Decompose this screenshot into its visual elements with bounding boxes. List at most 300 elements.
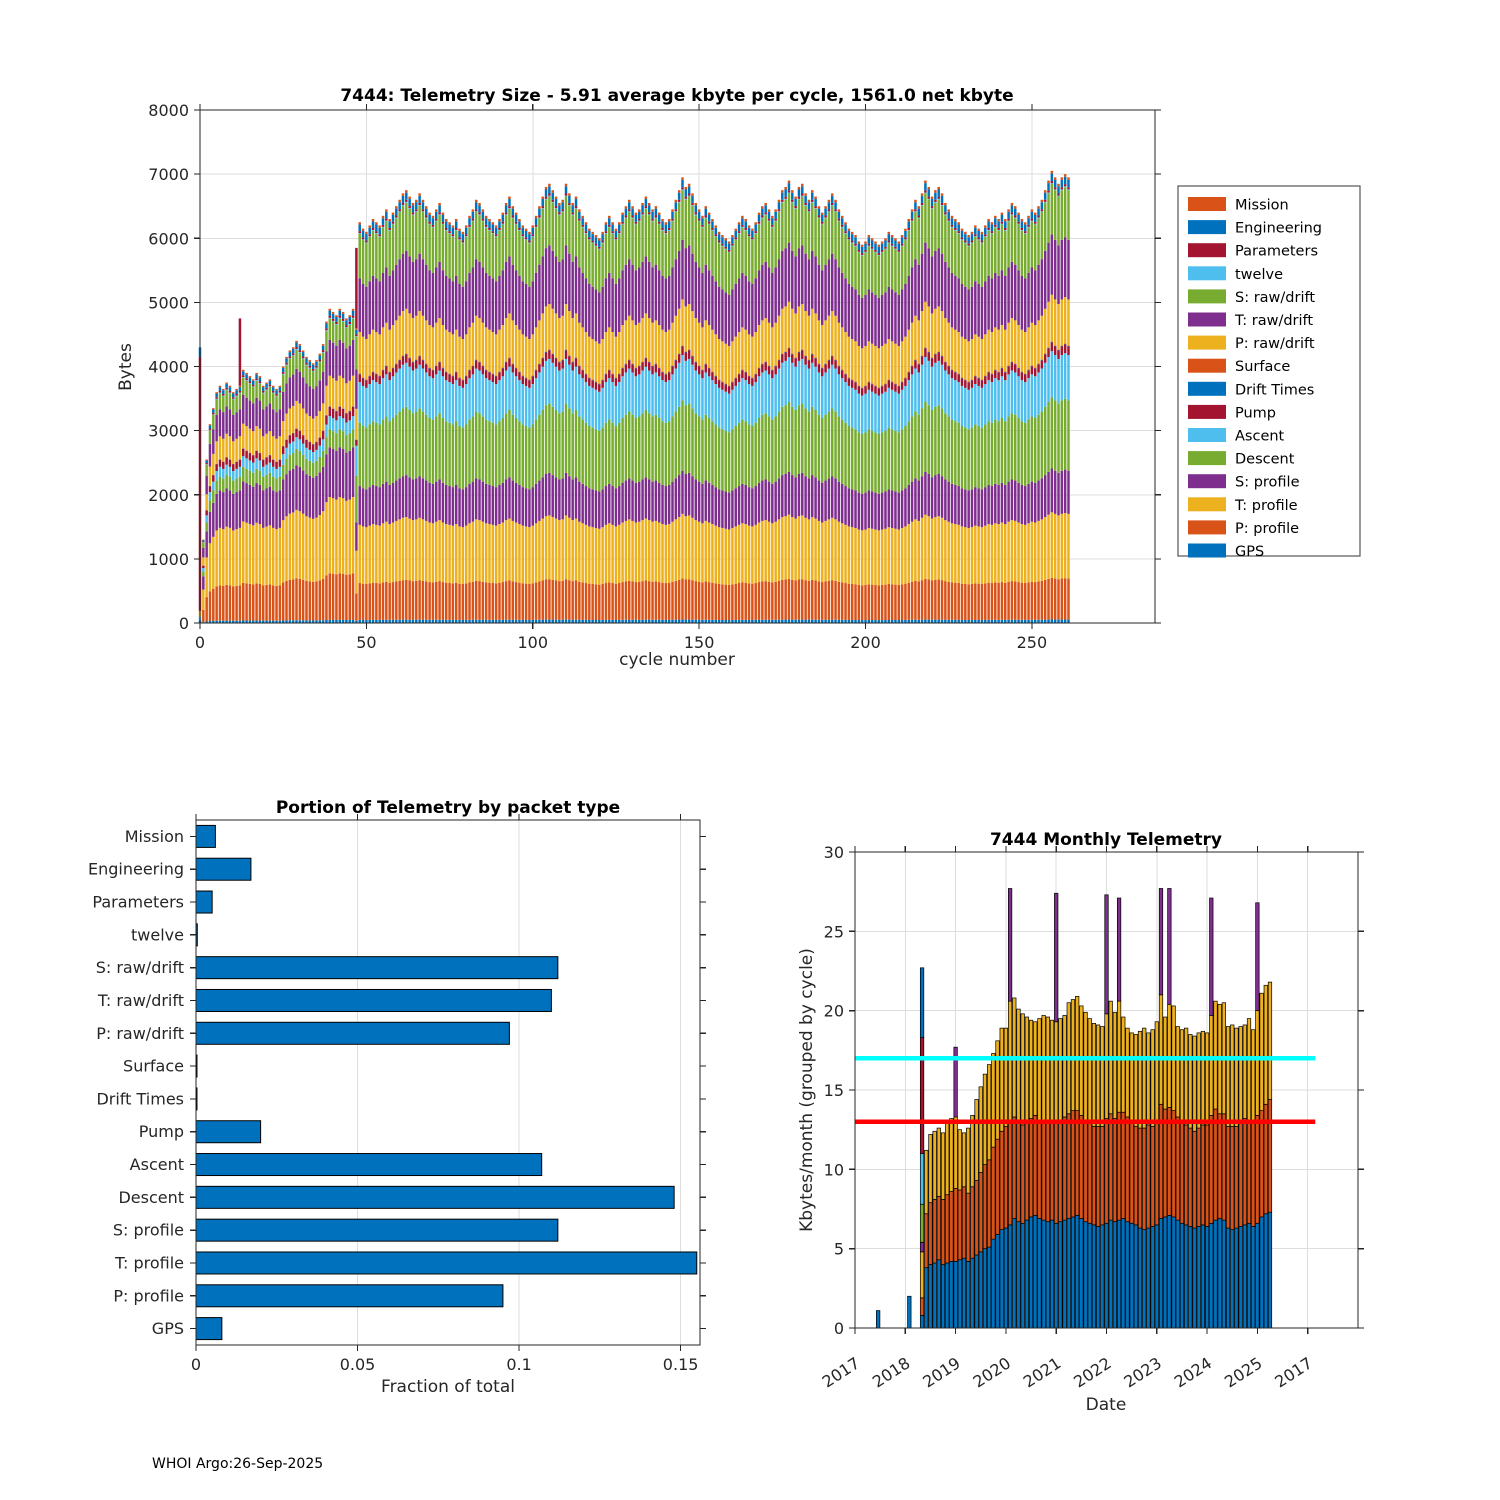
bar-segment [541,209,544,256]
bar-segment [302,350,305,352]
bar-segment [608,378,611,419]
bar-segment [957,233,960,234]
bar-segment [262,409,265,436]
x-tick-label: 2019 [919,1353,964,1392]
bar-segment [788,302,791,348]
bar-segment [295,465,298,510]
bar-segment [611,374,614,382]
bar-segment [751,386,754,426]
bar-segment [665,486,668,525]
bar-segment [485,228,488,273]
month-bar-segment [1042,1123,1046,1220]
bar-segment [927,189,930,196]
bar-segment [758,325,761,368]
bar-segment [625,218,628,264]
month-bar-segment [1172,1111,1176,1217]
bar-segment [868,237,871,243]
bar-segment [269,386,272,387]
bar-segment [605,583,608,620]
bar-segment [442,270,445,325]
bar-segment [898,432,901,492]
bar-segment [422,200,425,202]
bar-segment [515,224,518,225]
bar-segment [708,522,711,582]
bar-segment [505,581,508,620]
bar-segment [1064,177,1067,184]
bar-segment [848,229,851,231]
bar-segment [794,410,797,477]
bar-segment [841,225,844,227]
bar-segment [555,197,558,199]
bar-segment [608,225,611,227]
bar-segment [821,215,824,222]
bar-segment [917,265,920,321]
bar-segment [618,423,621,486]
bar-segment [888,234,891,240]
bar-segment [229,393,232,409]
bar-segment [452,583,455,620]
bar-segment [898,253,901,295]
legend-label: P: raw/drift [1235,336,1315,353]
bar-segment [385,267,388,322]
bar-segment [295,347,298,349]
month-bar-segment [1184,1028,1188,1125]
bar-segment [751,378,754,386]
bar-segment [302,377,305,408]
bar-segment [222,492,225,529]
bar-segment [405,202,408,203]
bar-segment [272,391,275,393]
bar-segment [551,517,554,580]
bar-segment [329,573,332,620]
bar-segment [1057,473,1060,516]
bar-segment [1017,222,1020,224]
month-bar-segment [929,1203,933,1265]
bar-segment [781,354,784,362]
bar-segment [768,374,771,416]
bar-segment [868,290,871,342]
bar-segment [981,234,984,240]
bar-segment [984,384,987,424]
bar-segment [698,209,701,211]
bar-segment [818,481,821,521]
bar-segment [834,316,837,360]
bar-segment [205,510,208,515]
legend-label: T: raw/drift [1235,313,1314,329]
bar-segment [245,374,248,378]
bar-segment [225,383,228,384]
bar-segment [408,410,411,477]
bar-segment [295,341,298,343]
bar-segment [255,523,257,584]
bar-segment [1011,215,1014,262]
bar-segment [764,520,767,581]
bar-segment [581,523,584,582]
month-bar-segment [1063,1015,1067,1117]
bar-segment [901,528,904,584]
bar-segment [658,522,661,582]
bar-segment [259,401,262,429]
bar-segment [668,380,671,421]
bar-segment [824,581,827,619]
bar-segment [1054,471,1057,514]
bar-segment [698,221,701,222]
bar-segment [478,318,481,362]
bar-segment [901,246,904,247]
bar-segment [1051,234,1054,294]
bar-segment [648,203,651,205]
bar-segment [578,209,581,211]
bar-segment [415,519,418,580]
bar-segment [375,233,378,234]
bar-segment [1027,327,1030,369]
bar-segment [834,212,837,259]
bar-segment [771,420,774,484]
bar-segment [448,525,451,583]
bar-segment [1004,372,1007,380]
bar-segment [1004,230,1007,231]
bar-segment [438,520,441,581]
bar-segment [701,225,704,227]
bar-segment [951,420,954,484]
bar-segment [372,524,375,583]
bar-segment [828,316,831,360]
bar-segment [239,585,242,620]
bar-segment [911,374,914,416]
bar-segment [695,203,698,205]
bar-segment [522,526,525,584]
month-bar-segment [1184,1225,1188,1328]
bar-segment [585,423,588,486]
bar-segment [638,582,641,620]
bar-segment [734,386,737,426]
month-bar-segment [1054,893,1058,1022]
bar-segment [691,206,694,254]
bar-segment [668,330,671,372]
bar-segment [535,228,538,273]
bar-segment [588,239,591,240]
bar-segment [744,231,747,276]
month-bar-segment [1193,1036,1197,1131]
bar-segment [781,203,784,251]
bar-segment [611,525,614,583]
bar-segment [838,221,841,267]
bar-segment [991,233,994,234]
bar-segment [994,327,997,369]
bar-segment [322,403,325,430]
bar-segment [345,325,348,327]
bar-segment [545,474,548,516]
bar-segment [355,446,358,476]
bar-segment [824,320,827,363]
bar-segment [462,232,465,234]
bar-segment [1001,224,1004,225]
bar-segment [219,387,222,391]
bar-segment [598,249,601,292]
bar-segment [551,580,554,620]
bar-segment [265,465,268,475]
bar-segment [1051,469,1054,513]
bar-segment [911,221,914,222]
bar-segment [551,193,554,200]
bar-segment [275,492,278,529]
bar-segment [571,214,574,215]
bar-segment [828,211,831,212]
bar-segment [538,215,541,217]
bar-segment [575,313,578,357]
bar-segment [791,407,794,475]
bar-segment [375,222,378,224]
bar-segment [708,270,711,325]
bar-segment [834,412,837,479]
month-bar-segment [1260,1111,1264,1217]
bar-segment [828,200,831,202]
bar-segment [954,485,957,524]
bar-segment [924,402,927,472]
month-bar-segment [992,1054,996,1148]
bar-segment [844,486,847,525]
bar-segment [911,221,914,267]
bar-segment [432,218,435,225]
bar-segment [651,374,654,416]
bar-segment [884,238,887,240]
bar-segment [358,234,361,279]
bar-segment [994,218,997,225]
bar-segment [418,254,421,311]
bar-segment [808,360,811,368]
bar-segment [651,209,654,211]
bar-segment [1021,231,1024,276]
bar-segment [488,228,491,230]
month-bar-segment [1117,898,1121,1001]
bar-segment [565,350,568,359]
bar-segment [568,356,571,364]
bar-segment [279,528,282,586]
bar-segment [492,525,495,583]
bar-segment [382,327,385,369]
bar-segment [598,585,601,620]
bar-segment [412,413,415,479]
bar-segment [691,365,694,409]
bar-segment [731,290,734,342]
bar-segment [275,390,278,394]
bar-segment [299,346,302,350]
bar-segment [1041,581,1044,620]
bar-segment [1011,205,1014,212]
bar-segment [571,520,574,581]
bar-segment [738,225,741,232]
bar-segment [791,193,794,200]
bar-segment [398,519,401,580]
bar-segment [262,490,265,528]
bar-segment [734,378,737,386]
bar-segment [312,419,315,444]
bar-segment [868,429,871,490]
month-bar-segment [1235,1228,1239,1328]
bar-segment [1061,240,1064,300]
bar-segment [728,252,731,253]
month-bar-segment [1159,1219,1163,1328]
bar-segment [455,421,458,485]
month-bar-segment [1201,1125,1205,1225]
bar-segment [1004,524,1007,583]
month-bar-segment [966,1193,970,1261]
bar-segment [678,363,681,407]
bar-segment [994,378,997,419]
bar-segment [927,306,930,351]
bar-segment [428,225,431,271]
bar-segment [541,477,544,518]
bar-segment [355,409,358,440]
bar-segment [309,368,312,369]
fraction-bar [196,1285,503,1307]
month-bar-segment [1142,1028,1146,1128]
month-bar-segment [1159,995,1163,1104]
bar-segment [984,228,987,235]
bar-segment [362,584,365,620]
bar-segment [831,476,834,518]
bar-segment [981,380,984,388]
bar-segment [994,216,997,218]
bar-segment [761,265,764,321]
bar-segment [1034,376,1037,418]
bar-segment [981,489,984,527]
bar-segment [368,225,371,227]
bar-segment [272,386,275,387]
bar-segment [332,418,335,431]
bar-segment [937,306,940,351]
bar-segment [891,290,894,342]
bar-segment [332,498,335,573]
month-bar-segment [979,1087,983,1173]
bar-segment [269,381,272,385]
bar-segment [535,216,538,218]
bar-segment [891,390,894,429]
bar-segment [954,524,957,583]
bar-segment [412,371,415,414]
bar-segment [841,420,844,484]
bar-segment [202,548,205,557]
bar-segment [681,471,684,514]
month-bar-segment [1105,895,1109,1014]
bar-segment [548,194,551,196]
bar-segment [1034,222,1037,224]
bar-segment [578,221,581,267]
bar-segment [758,522,761,582]
bar-segment [438,371,441,414]
bar-segment [701,582,704,619]
telemetry-size-title: 7444: Telemetry Size - 5.91 average kbyte per cycle, 1561.0 net kbyte [340,86,1014,106]
bar-segment [645,313,648,357]
bar-segment [931,206,934,208]
bar-segment [954,276,957,330]
bar-segment [728,253,731,295]
bar-segment [764,262,767,318]
bar-segment [937,197,940,199]
bar-segment [691,203,694,205]
month-bar-segment [1251,1123,1255,1226]
bar-segment [828,519,831,580]
bar-segment [987,330,990,372]
bar-segment [568,476,571,518]
bar-segment [655,581,658,619]
bar-segment [917,581,920,619]
bar-segment [878,396,881,434]
bar-segment [1061,471,1064,514]
bar-segment [235,462,238,469]
bar-segment [485,420,488,484]
bar-segment [888,428,891,490]
bar-segment [282,392,285,421]
bar-segment [804,311,807,356]
bar-segment [465,487,468,525]
bar-segment [512,372,515,414]
bar-segment [392,325,395,368]
bar-segment [581,484,584,523]
month-bar-segment [1025,1017,1029,1120]
bar-segment [841,216,844,218]
bar-segment [774,522,777,582]
bar-segment [668,221,671,228]
month-bar-segment [1126,1117,1130,1222]
bar-segment [761,581,764,619]
bar-segment [375,374,378,382]
bar-segment [518,230,521,231]
bar-segment [1057,186,1060,193]
bar-segment [1051,174,1054,181]
bar-segment [295,510,298,578]
bar-segment [618,278,621,332]
bar-segment [911,267,914,322]
bar-segment [339,376,342,406]
bar-segment [362,237,365,239]
bar-segment [352,311,355,316]
bar-segment [761,415,764,481]
bar-segment [878,530,881,585]
bar-segment [209,592,212,622]
bar-segment [368,228,371,235]
bar-segment [478,214,481,215]
bar-segment [947,267,950,322]
bar-segment [814,477,817,518]
bar-segment [917,209,920,216]
bar-segment [305,358,308,362]
bar-segment [964,241,967,243]
bar-segment [964,339,967,380]
bar-segment [864,295,867,346]
bar-segment [322,511,325,579]
bar-segment [1037,481,1040,521]
bar-segment [465,234,468,236]
bar-segment [1067,240,1070,300]
bar-segment [615,237,618,239]
bar-segment [864,493,867,530]
bar-segment [372,219,375,221]
bar-segment [848,386,851,426]
bar-segment [638,267,641,322]
month-bar-segment [1117,1220,1121,1328]
bar-segment [635,325,638,368]
bar-segment [219,585,222,620]
bar-segment [858,386,861,393]
bar-segment [794,199,797,206]
bar-segment [538,372,541,414]
bar-segment [954,230,957,231]
bar-segment [1017,483,1020,523]
bar-segment [225,406,228,433]
bar-segment [791,580,794,620]
bar-segment [365,242,368,243]
